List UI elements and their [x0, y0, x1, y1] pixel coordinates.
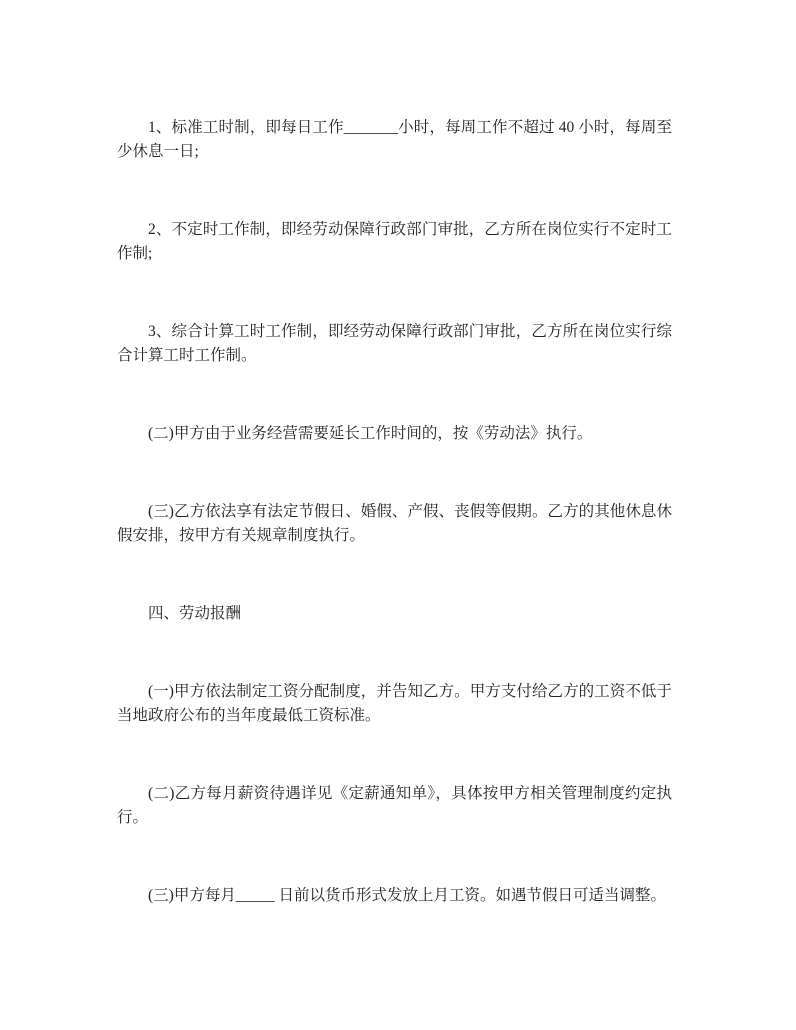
- clause-standard-hours: 1、标准工时制，即每日工作_______小时，每周工作不超过 40 小时，每周至少休息一日;: [117, 119, 672, 160]
- clause-payday: (三)甲方每月_____ 日前以货币形式发放上月工资。如遇节假日可适当调整。: [148, 887, 666, 904]
- clause-holidays: (三)乙方依法享有法定节假日、婚假、产假、丧假等假期。乙方的其他休息休假安排，按甲方有关规章制度执行。: [117, 503, 672, 544]
- clause-irregular-hours: 2、不定时工作制，即经劳动保障行政部门审批，乙方所在岗位实行不定时工作制;: [117, 221, 672, 262]
- clause-overtime: (二)甲方由于业务经营需要延长工作时间的，按《劳动法》执行。: [148, 425, 593, 442]
- document-body: [117, 116, 672, 908]
- clause-salary-notice: (二)乙方每月薪资待遇详见《定薪通知单》，具体按甲方相关管理制度约定执行。: [117, 785, 672, 826]
- section-heading: 四、劳动报酬: [148, 605, 242, 622]
- clause-wage-system: (一)甲方依法制定工资分配制度，并告知乙方。甲方支付给乙方的工资不低于当地政府公布的当年度最低工资标准。: [117, 683, 672, 724]
- clause-comprehensive-hours: 3、综合计算工时工作制，即经劳动保障行政部门审批，乙方所在岗位实行综合计算工时工作制。: [117, 323, 672, 364]
